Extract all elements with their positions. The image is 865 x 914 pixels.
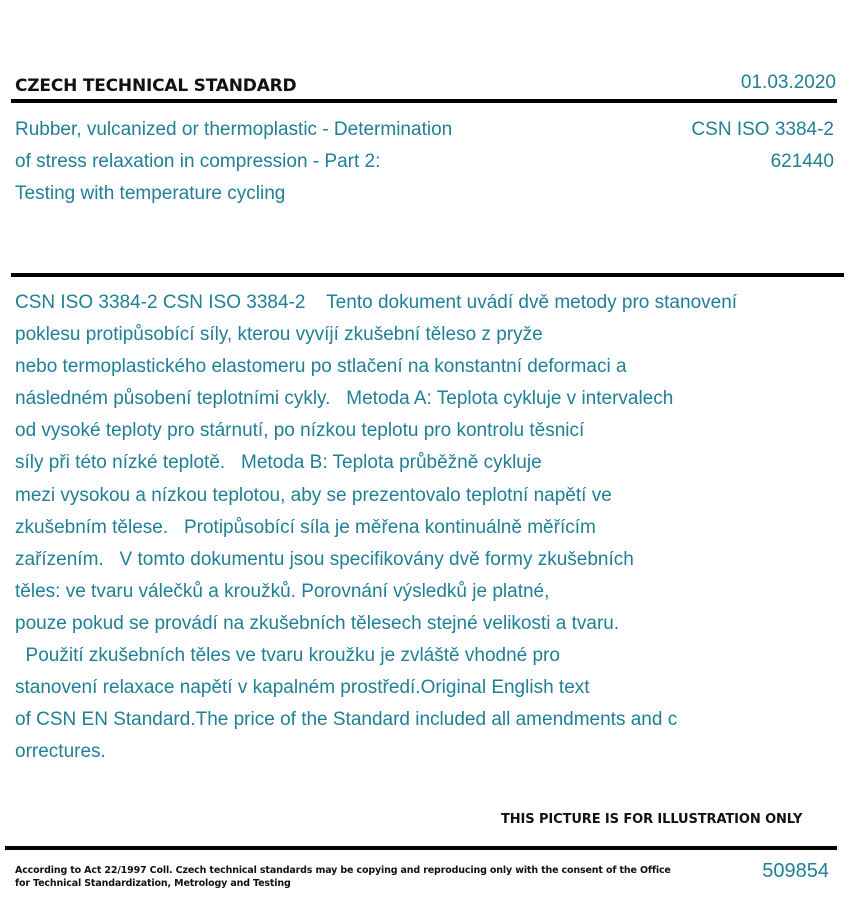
abstract-line: poklesu protipůsobící síly, kterou vyvíjí zkušební těleso z pryže (15, 324, 543, 346)
illustration-note: THIS PICTURE IS FOR ILLUSTRATION ONLY (501, 812, 803, 827)
title-line: Testing with temperature cycling (15, 183, 286, 204)
class-code: 621440 (770, 151, 834, 172)
publication-date: 01.03.2020 (740, 72, 836, 93)
legal-notice (15, 864, 671, 890)
legal-line: for Technical Standardization, Metrology and Testing (15, 878, 291, 889)
abstract-line: zařízením. V tomto dokumentu jsou specifikovány dvě formy zkušebních (15, 548, 634, 570)
abstract-line: CSN ISO 3384-2 CSN ISO 3384-2 Tento dokument uvádí dvě metody pro stanovení (15, 292, 738, 313)
abstract-line: síly při této nízké teplotě. Metoda B: Teplota průběžně cykluje (15, 452, 542, 474)
abstract-line: od vysoké teploty pro stárnutí, po nízkou teplotu pro kontrolu těsnicí (15, 420, 585, 442)
standard-codes (691, 114, 834, 178)
title-line: Rubber, vulcanized or thermoplastic - Determination (15, 119, 453, 140)
abstract-text (15, 287, 845, 768)
reference-number: 509854 (762, 860, 829, 882)
title-divider (11, 273, 844, 277)
abstract-line: pouze pokud se provádí na zkušebních tělesech stejné velikosti a tvaru. (15, 612, 620, 634)
standard-type-label: CZECH TECHNICAL STANDARD (15, 76, 297, 96)
footer-divider (5, 846, 837, 850)
abstract-line: mezi vysokou a nízkou teplotou, aby se prezentovalo teplotní napětí ve (15, 484, 612, 506)
abstract-line: orrectures. (15, 741, 106, 763)
abstract-line: nebo termoplastického elastomeru po stlačení na konstantní deformaci a (15, 356, 627, 378)
abstract-line: těles: ve tvaru válečků a kroužků. Porovnání výsledků je platné, (15, 580, 550, 602)
abstract-line: of CSN EN Standard.The price of the Standard included all amendments and c (15, 709, 678, 731)
abstract-line: zkušebním tělese. Protipůsobící síla je měřena kontinuálně měřícím (15, 516, 596, 538)
header-divider (11, 99, 837, 103)
legal-line: According to Act 22/1997 Coll. Czech technical standards may be copying and reproducing only with the consent of the Office (15, 865, 671, 876)
standard-number: CSN ISO 3384-2 (691, 119, 834, 140)
title-line: of stress relaxation in compression - Part 2: (15, 151, 381, 172)
abstract-line: následném působení teplotními cykly. Metoda A: Teplota cykluje v intervalech (15, 388, 674, 410)
abstract-line: stanovení relaxace napětí v kapalném prostředí.Original English text (15, 677, 590, 699)
abstract-line: Použití zkušebních těles ve tvaru kroužku je zvláště vhodné pro (15, 645, 560, 667)
standard-title (15, 114, 575, 210)
